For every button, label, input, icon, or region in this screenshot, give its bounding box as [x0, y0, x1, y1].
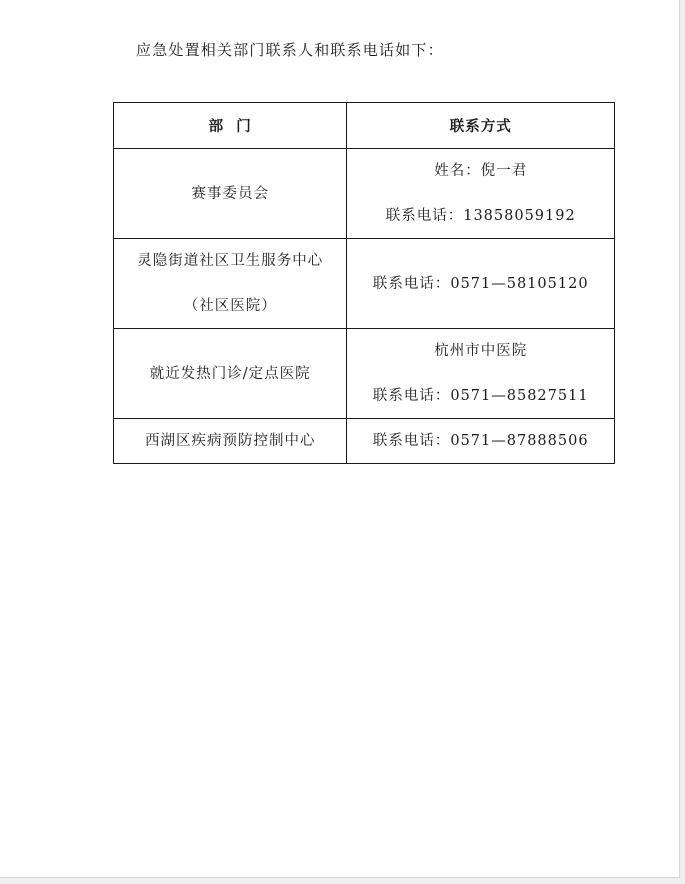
department-note: （社区医院） [183, 298, 277, 314]
contact-cell [347, 239, 615, 329]
department-cell [114, 239, 347, 329]
contact-cell [347, 329, 615, 419]
department-name: 赛事委员会 [191, 185, 269, 202]
contact-name: 杭州市中医院 [434, 343, 528, 359]
header-department: 部 门 [114, 103, 347, 149]
contact-phone: 联系电话：0571—87888506 [372, 433, 589, 449]
header-contact: 联系方式 [347, 103, 615, 149]
department-name: 灵隐街道社区卫生服务中心 [137, 253, 324, 269]
table-header-row [114, 103, 615, 149]
contact-cell [347, 149, 615, 239]
contact-cell [347, 419, 615, 464]
department-name: 西湖区疾病预防控制中心 [144, 433, 316, 449]
department-cell [114, 419, 347, 464]
contact-table [113, 102, 615, 464]
contact-name: 姓名：倪一君 [434, 163, 528, 179]
department-cell [114, 329, 347, 419]
contact-phone: 联系电话：13858059192 [385, 208, 576, 224]
table-row [114, 329, 615, 419]
department-name: 就近发热门诊/定点医院 [149, 365, 311, 382]
table-row [114, 419, 615, 464]
table-row [114, 149, 615, 239]
table-row [114, 239, 615, 329]
contact-phone: 联系电话：0571—58105120 [372, 275, 589, 292]
contact-phone: 联系电话：0571—85827511 [372, 388, 589, 404]
department-cell [114, 149, 347, 239]
intro-text: 应急处置相关部门联系人和联系电话如下： [136, 41, 444, 59]
